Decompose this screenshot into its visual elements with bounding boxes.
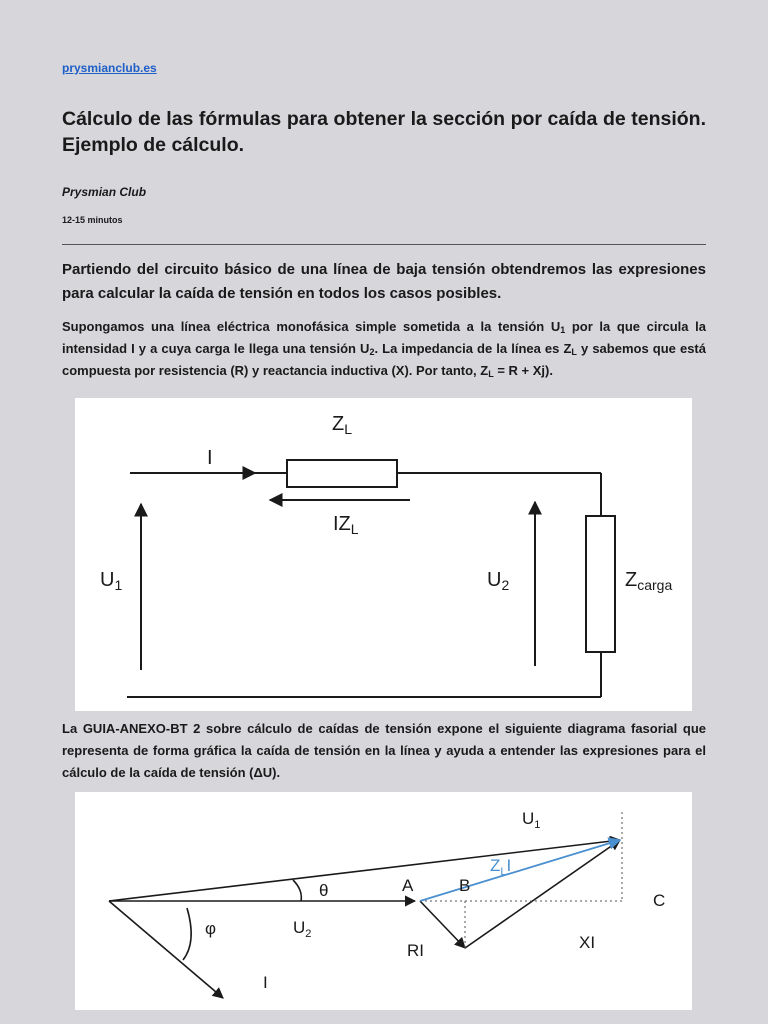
u1-phasor [109, 840, 620, 901]
phasor-diagram [75, 792, 692, 1010]
circuit-svg [75, 398, 692, 711]
u1-label: $U_1$ [522, 809, 541, 831]
phasor-svg [75, 792, 692, 1010]
divider [62, 244, 706, 245]
theta-arc [293, 880, 301, 901]
paragraph-phasor-intro: La GUIA-ANEXO-BT 2 sobre cálculo de caídas de tensión expone el siguiente diagrama fasorial que representa de forma gráfica la caída de tensión en la línea y ayuda a entender las expresiones para el cálculo de la caída de tensión (ΔU). [62, 721, 706, 780]
paragraph-intro: Supongamos una línea eléctrica monofásica simple sometida a la tensión $U_1$ por la que circula la intensidad I y a cuya carga le llega una tensión $U_2$. La impedancia de la línea es $Z_L$ y sabemos que está compuesta por resistencia (R) y reactancia inductiva (X). Por tanto, $Z_L = R + Xj$). [62, 319, 706, 379]
author: Prysmian Club [62, 185, 147, 199]
zli-label: $Z_LI$ [490, 856, 512, 878]
ri-phasor [420, 901, 465, 948]
u2-label: $U_2$ [487, 569, 510, 593]
current-phasor [109, 901, 223, 998]
xi-label: XI [579, 933, 596, 952]
u2-label: $U_2$ [293, 918, 312, 940]
current-label: I [263, 973, 268, 992]
theta-label: θ [319, 881, 329, 900]
point-c-label: C [653, 891, 666, 910]
read-time: 12-15 minutos [62, 215, 123, 225]
circuit-diagram [75, 398, 692, 711]
point-a-label: A [402, 876, 414, 895]
zl-label: $Z_L$ [332, 413, 353, 437]
point-b-label: B [459, 876, 471, 895]
izl-label: $IZ_L$ [333, 513, 359, 537]
zcarga-label: $Z_{carga}$ [625, 569, 673, 593]
ri-label: RI [407, 941, 424, 960]
zli-phasor [420, 840, 620, 901]
u1-label: $U_1$ [100, 569, 123, 593]
page-title: Cálculo de las fórmulas para obtener la sección por caída de tensión. Ejemplo de cálculo. [62, 108, 706, 156]
current-label: I [207, 447, 213, 469]
line-impedance [287, 460, 397, 487]
source-link[interactable]: prysmianclub.es [62, 61, 157, 75]
lead-paragraph: Partiendo del circuito básico de una línea de baja tensión obtendremos las expresiones para calcular la caída de tensión en todos los casos posibles. [62, 261, 706, 302]
phi-label: φ [205, 919, 217, 938]
load-impedance [586, 516, 615, 652]
phi-arc [183, 908, 191, 960]
